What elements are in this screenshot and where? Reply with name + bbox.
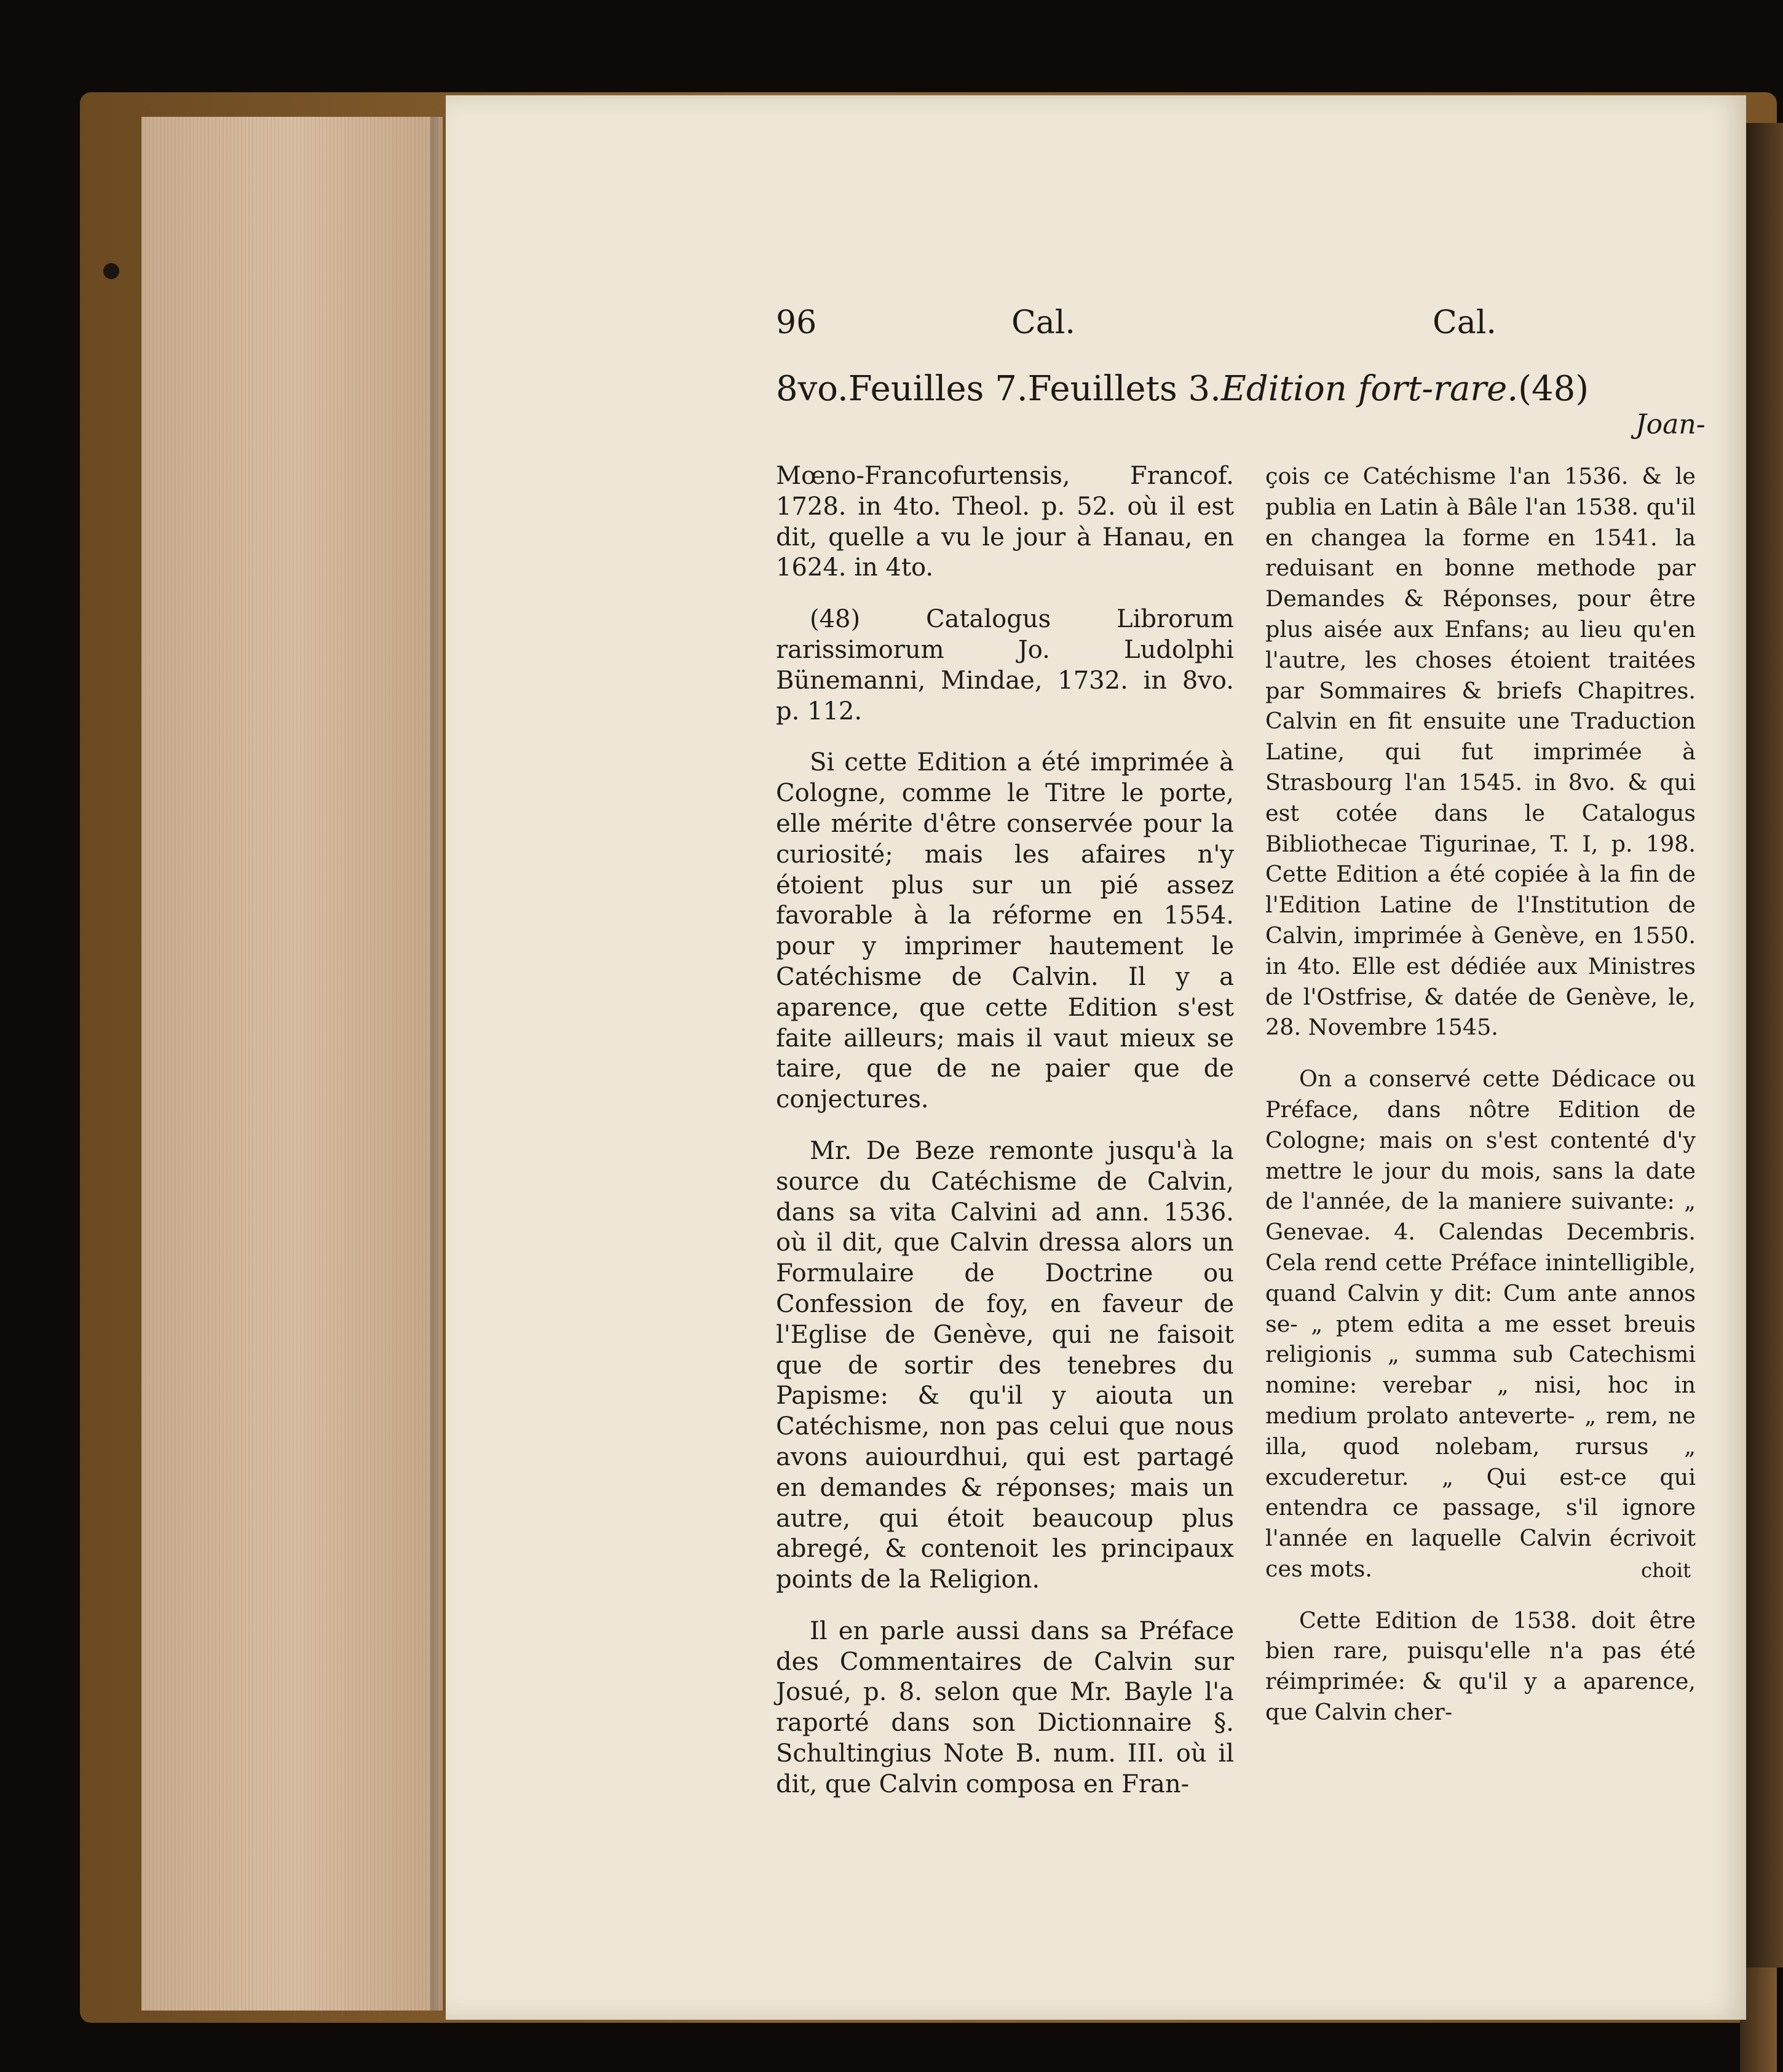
right-paragraph-3: Cette Edition de 1538. doit être bien rare, puisqu'elle n'a pas été réimprimée: & qu'il y a aparence, que Calvin cher- (1265, 1607, 1696, 1726)
left-paragraph-2: (48) Catalogus Librorum rarissimorum Jo. Ludolphi Bünemanni, Mindae, 1732. in 8vo. p. 112. (776, 605, 1234, 726)
left-paragraph-4: Mr. De Beze remonte jusqu'à la source du Catéchisme de Calvin, dans sa vita Calvini ad ann. 1536. où il dit, que Calvin dressa alors un Formulaire de Doctrine ou Confession de foy, en faveur de l'Eglise de Genève, qui ne faisoit que de sortir des tenebres du Papisme: & qu'il y aiouta un Catéchisme, non pas celui que nous avons auiourdhui, qui est partagé en demandes & réponses; mais un autre, qui étoit beaucoup plus abregé, & contenoit les principaux points de la Religion. (776, 1136, 1234, 1594)
left-paragraph-5: Il en parle aussi dans sa Préface des Commentaires de Calvin sur Josué, p. 8. selon que Mr. Bayle l'a raporté dans son Dictionnaire §. Schultingius Note B. num. III. où il dit, que Calvin composa en Fran- (776, 1616, 1234, 1798)
page-number: 96 (776, 304, 817, 341)
next-page-shadow (1746, 123, 1783, 1967)
running-head-right: Cal. (1433, 304, 1496, 341)
left-paragraph-1: Mœno-Francofurtensis, Francof. 1728. in 4to. Theol. p. 52. où il est dit, quelle a vu le jour à Hanau, en 1624. in 4to. (776, 462, 1234, 582)
left-paragraph-3: Si cette Edition a été imprimée à Cologne, comme le Titre le porte, elle mérite d'être conservée pour la curiosité; mais les afaires n'y étoient plus sur un pié assez favorable à la réforme en 1554. pour y imprimer hautement le Catéchisme de Calvin. Il y a aparence, que cette Edition s'est faite ailleurs; mais il vaut mieux se taire, que de ne paier que de conjectures. (776, 748, 1234, 1114)
signature-edition: Edition fort-rare. (1220, 369, 1519, 409)
right-paragraph-1: çois ce Catéchisme l'an 1536. & le publia en Latin à Bâle l'an 1538. qu'il en changea la forme en 1541. la reduisant en bonne methode par Demandes & Réponses, pour être plus aisée aux Enfans; au lieu qu'en l'autre, les choses étoient traitées par Sommaires & briefs Chapitres. Calvin en fit ensuite une Traduction Latine, qui fut imprimée à Strasbourg l'an 1545. in 8vo. & qui est cotée dans le Catalogus Bibliothecae Tigurinae, T. I, p. 198. Cette Edition a été copiée à la fin de l'Edition Latine de l'Institution de Calvin, imprimée à Genève, en 1550. in 4to. Elle est dédiée aux Ministres de l'Ostfrise, & datée de Genève, le, 28. Novembre 1545. (1265, 463, 1696, 1041)
catchword-top: Joan- (1635, 409, 1706, 440)
cover-pin (103, 263, 119, 279)
signature-format: 8vo.Feuilles 7. (776, 369, 1028, 409)
right-paragraph-2: On a conservé cette Dédicace ou Préface, dans nôtre Edition de Cologne; mais on s'est contenté d'y mettre le jour du mois, sans la date de l'année, de la maniere suivante: „ Genevae. 4. Calendas Decembris. Cela rend cette Préface inintelligible, quand Calvin y dit: Cum ante annos se- „ ptem edita a me esset breuis religionis „ summa sub Catechismi nomine: verebar „ nisi, hoc in medium prolato anteverte- „ rem, ne illa, quod nolebam, rursus „ excuderetur. „ Qui est-ce qui entendra ce passage, s'il ignore l'année en laquelle Calvin écrivoit ces mots. (1265, 1066, 1696, 1582)
catchword-bottom: choit (1641, 1559, 1691, 1582)
signature-line (776, 369, 1589, 409)
left-column (776, 461, 1234, 1821)
page-edges (141, 117, 443, 2011)
right-column (1265, 461, 1696, 1749)
signature-feuillets: Feuillets 3. (1027, 369, 1221, 409)
signature-number: (48) (1518, 369, 1589, 409)
running-head-left: Cal. (1011, 304, 1075, 341)
